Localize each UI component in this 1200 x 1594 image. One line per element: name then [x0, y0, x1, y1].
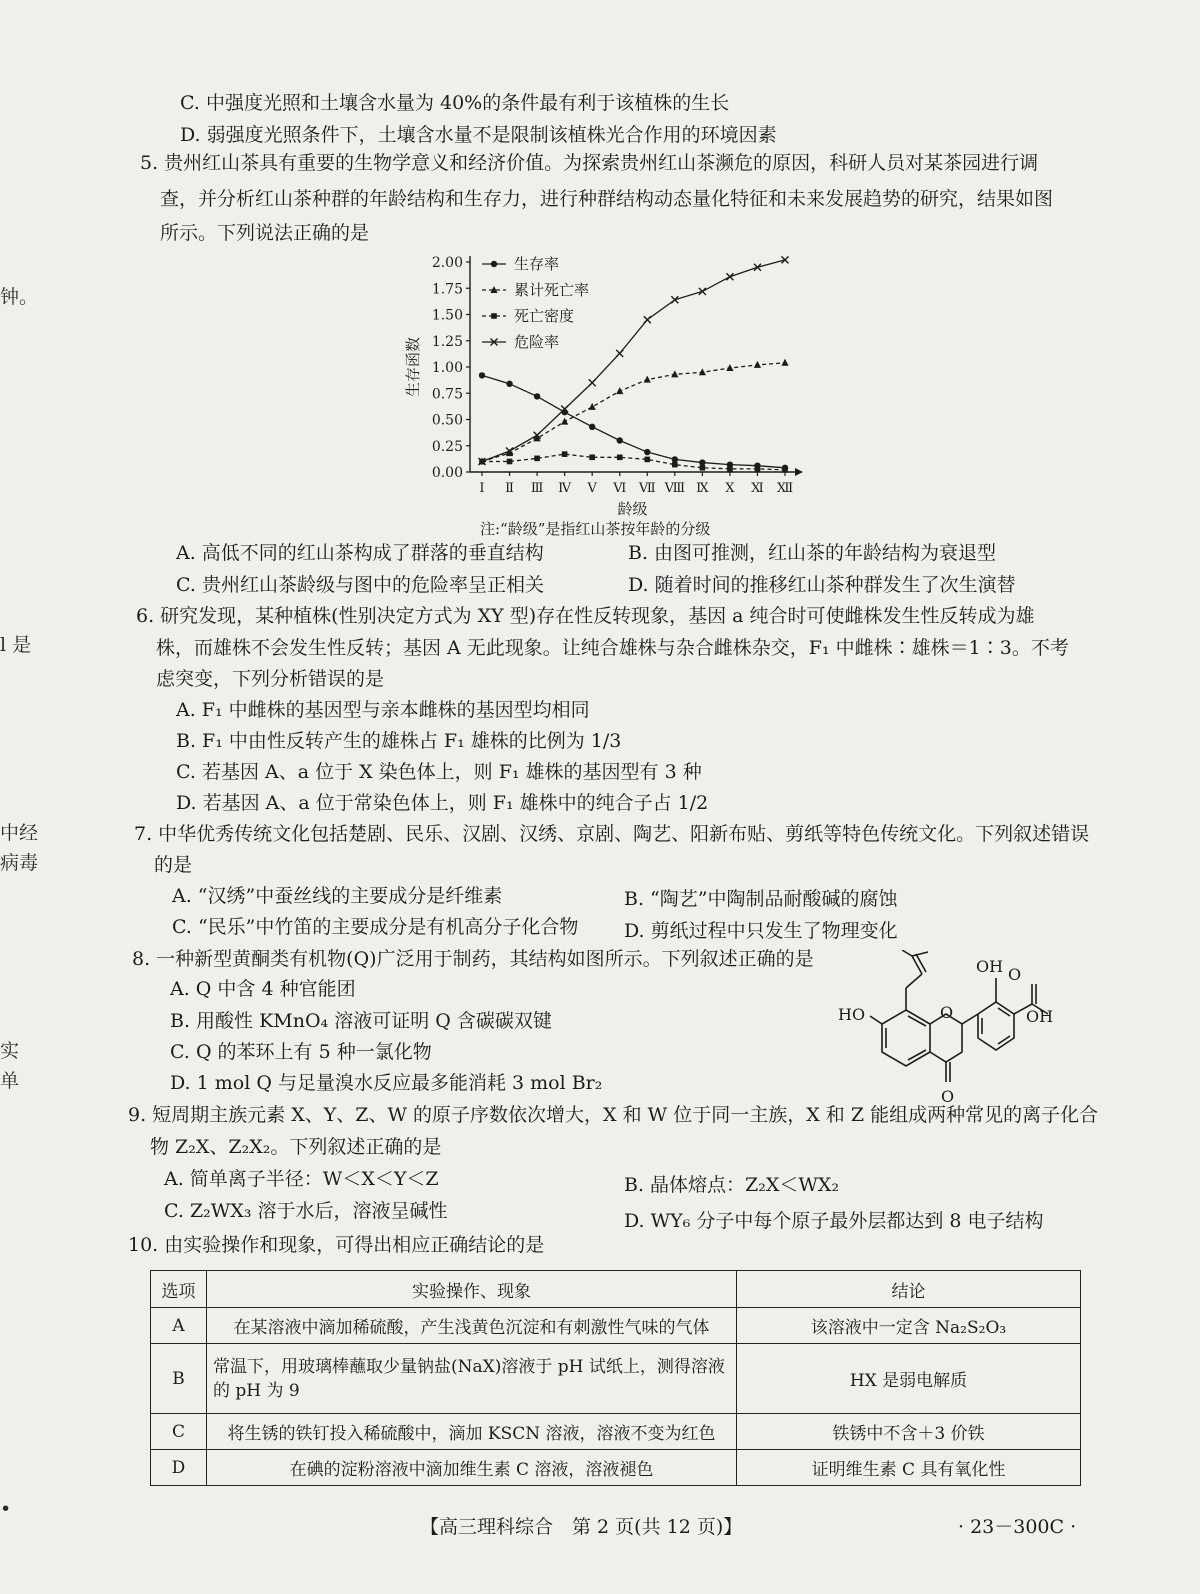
data-point — [672, 456, 678, 462]
table-header-cell: 实验操作、现象 — [207, 1271, 737, 1308]
data-point — [727, 466, 733, 472]
x-tick-label: Ⅻ — [776, 481, 794, 496]
data-point — [507, 459, 513, 465]
table-cell-conclusion: HX 是弱电解质 — [737, 1344, 1081, 1414]
q5-stem-line: 所示。下列说法正确的是 — [160, 222, 370, 244]
y-axis-label: 生存函数 — [404, 336, 422, 398]
survival-chart — [400, 244, 820, 524]
table-cell-conclusion: 铁锈中不含＋3 价铁 — [737, 1414, 1081, 1450]
data-point — [506, 381, 512, 387]
q6-option-d: D. 若基因 A、a 位于常染色体上，则 F₁ 雄株中的纯合子占 1/2 — [176, 792, 709, 814]
data-point — [644, 449, 650, 455]
margin-text: 中经 — [0, 822, 39, 844]
legend-label: 累计死亡率 — [514, 281, 590, 299]
table-row — [151, 1344, 1081, 1414]
q6-stem-line: 6. 研究发现，某种植株(性别决定方式为 XY 型)存在性反转现象，基因 a 纯合时可使雌株发生性反转成为雄 — [136, 605, 1035, 627]
table-cell-conclusion: 证明维生素 C 具有氧化性 — [737, 1450, 1081, 1486]
q9-option-a: A. 简单离子半径：W＜X＜Y＜Z — [164, 1168, 439, 1190]
y-tick-label: 1.25 — [431, 333, 463, 350]
experiment-table — [150, 1270, 1081, 1486]
margin-text: 病毒 — [0, 852, 39, 874]
x-tick-label: Ⅴ — [587, 481, 597, 496]
table-cell-operation: 在某溶液中滴加稀硫酸，产生浅黄色沉淀和有刺激性气味的气体 — [207, 1308, 737, 1344]
mol-label-oh-top: OH — [976, 957, 1004, 976]
q9-option-d: D. WY₆ 分子中每个原子最外层都达到 8 电子结构 — [624, 1210, 1044, 1232]
q7-stem-line: 7. 中华优秀传统文化包括楚剧、民乐、汉剧、汉绣、京剧、陶艺、阳新布贴、剪纸等特色传统文化。下列叙述错误 — [134, 823, 1090, 845]
y-tick-label: 1.00 — [431, 360, 463, 376]
q4-option-c: C. 中强度光照和土壤含水量为 40%的条件最有利于该植株的生长 — [180, 92, 730, 114]
q9-stem-line: 9. 短周期主族元素 X、Y、Z、W 的原子序数依次增大，X 和 W 位于同一主族，X 和 Z 能组成两种常见的离子化合 — [128, 1104, 1099, 1126]
margin-text: 实 — [0, 1040, 20, 1062]
data-point — [562, 451, 568, 457]
x-tick-label: Ⅶ — [638, 481, 656, 496]
table-cell-operation: 在碘的淀粉溶液中滴加维生素 C 溶液，溶液褪色 — [207, 1450, 737, 1486]
q7-option-d: D. 剪纸过程中只发生了物理变化 — [624, 920, 898, 942]
mol-label-o-ring: O — [940, 1003, 954, 1022]
data-point — [726, 364, 733, 371]
q6-stem-line: 虑突变，下列分析错误的是 — [156, 668, 385, 690]
table-header-row — [151, 1271, 1081, 1308]
x-tick-label: Ⅸ — [696, 481, 709, 496]
q7-stem-line: 的是 — [154, 854, 193, 876]
table-header-cell: 结论 — [737, 1271, 1081, 1308]
q4-option-d: D. 弱强度光照条件下，土壤含水量不是限制该植株光合作用的环境因素 — [180, 124, 777, 146]
footer-code: · 23－300C · — [958, 1516, 1077, 1538]
q10-stem: 10. 由实验操作和现象，可得出相应正确结论的是 — [128, 1234, 545, 1256]
q6-option-a: A. F₁ 中雌株的基因型与亲本雌株的基因型均相同 — [176, 699, 590, 721]
legend-label: 生存率 — [514, 255, 560, 273]
x-axis-label: 龄级 — [617, 500, 648, 518]
table-cell-option: A — [151, 1308, 207, 1344]
data-point — [781, 359, 788, 366]
x-tick-label: Ⅳ — [558, 481, 572, 496]
data-point — [672, 462, 678, 468]
q6-option-b: B. F₁ 中由性反转产生的雄株占 F₁ 雄株的比例为 1/3 — [176, 730, 622, 752]
q9-stem-line: 物 Z₂X、Z₂X₂。下列叙述正确的是 — [150, 1136, 442, 1158]
table-header-cell: 选项 — [151, 1271, 207, 1308]
data-point — [755, 466, 761, 472]
y-tick-label: 0.00 — [431, 465, 463, 481]
y-tick-label: 2.00 — [431, 255, 463, 271]
data-point — [589, 455, 595, 461]
q5-option-d: D. 随着时间的推移红山茶种群发生了次生演替 — [628, 574, 1016, 596]
chart-note: 注:“龄级”是指红山茶按年龄的分级 — [480, 520, 711, 538]
data-point — [699, 368, 706, 375]
series-line — [482, 454, 785, 470]
q8-option-b: B. 用酸性 KMnO₄ 溶液可证明 Q 含碳碳双键 — [170, 1010, 552, 1032]
table-row — [151, 1450, 1081, 1486]
q5-option-c: C. 贵州红山茶龄级与图中的危险率呈正相关 — [176, 574, 544, 596]
q5-stem-line: 查，并分析红山茶种群的年龄结构和生存力，进行种群结构动态量化特征和未来发展趋势的研究，结果如图 — [160, 188, 1054, 210]
table-cell-option: B — [151, 1344, 207, 1414]
data-point — [754, 361, 761, 368]
data-point — [479, 372, 485, 378]
x-tick-label: Ⅱ — [505, 481, 514, 496]
data-point — [700, 465, 706, 471]
table-cell-option: D — [151, 1450, 207, 1486]
margin-text: • — [0, 1498, 12, 1520]
data-point — [617, 437, 623, 443]
x-tick-label: Ⅵ — [613, 481, 627, 496]
q7-option-b: B. “陶艺”中陶制品耐酸碱的腐蚀 — [624, 888, 898, 910]
data-point — [782, 467, 788, 473]
x-tick-label: Ⅺ — [751, 481, 764, 496]
q7-option-a: A. “汉绣”中蚕丝线的主要成分是纤维素 — [172, 885, 503, 907]
q9-option-c: C. Z₂WX₃ 溶于水后，溶液呈碱性 — [164, 1200, 448, 1222]
q5-option-b: B. 由图可推测，红山茶的年龄结构为衰退型 — [628, 542, 997, 564]
table-cell-option: C — [151, 1414, 207, 1450]
margin-text: 钟。 — [0, 286, 39, 308]
margin-text: 单 — [0, 1070, 20, 1092]
x-tick-label: Ⅲ — [530, 481, 544, 496]
y-tick-label: 1.75 — [431, 281, 463, 298]
q5-option-a: A. 高低不同的红山茶构成了群落的垂直结构 — [176, 542, 544, 564]
y-tick-label: 0.50 — [431, 412, 463, 429]
table-cell-operation: 将生锈的铁钉投入稀硫酸中，滴加 KSCN 溶液，溶液不变为红色 — [207, 1414, 737, 1450]
table-cell-operation: 常温下，用玻璃棒蘸取少量钠盐(NaX)溶液于 pH 试纸上，测得溶液的 pH 为 9 — [207, 1344, 737, 1414]
data-point — [534, 456, 540, 462]
mol-label-oh-right: OH — [1026, 1007, 1054, 1026]
y-tick-label: 0.75 — [431, 386, 463, 403]
mol-label-o-bottom: O — [941, 1087, 955, 1106]
margin-text: l 是 — [0, 634, 32, 656]
x-axis-arrow — [795, 468, 803, 476]
table-row — [151, 1414, 1081, 1450]
data-point — [671, 370, 678, 377]
data-point — [617, 455, 623, 461]
flavonoid-structure-diagram — [836, 950, 1076, 1110]
data-point — [589, 424, 595, 430]
data-point — [589, 403, 596, 410]
data-point — [491, 261, 497, 267]
data-point — [534, 393, 540, 399]
mol-label-ho-left: HO — [838, 1005, 866, 1024]
y-tick-label: 1.50 — [431, 307, 463, 324]
y-tick-label: 0.25 — [431, 438, 463, 455]
data-point — [644, 376, 651, 383]
data-point — [561, 418, 568, 425]
q8-option-d: D. 1 mol Q 与足量溴水反应最多能消耗 3 mol Br₂ — [170, 1072, 603, 1094]
series-line — [482, 375, 785, 467]
q6-stem-line: 株，而雄株不会发生性反转；基因 A 无此现象。让纯合雄株与杂合雌株杂交，F₁ 中雌株∶雄株＝1∶3。不考 — [156, 637, 1069, 659]
q8-option-c: C. Q 的苯环上有 5 种一氯化物 — [170, 1041, 432, 1063]
table-row — [151, 1308, 1081, 1344]
mol-label-o-top: O — [1008, 965, 1022, 984]
q7-option-c: C. “民乐”中竹笛的主要成分是有机高分子化合物 — [172, 916, 579, 938]
page-footer: 【高三理科综合 第 2 页(共 12 页)】 — [420, 1516, 743, 1538]
x-tick-label: Ⅰ — [479, 481, 485, 496]
legend-label: 危险率 — [514, 333, 560, 351]
q6-option-c: C. 若基因 A、a 位于 X 染色体上，则 F₁ 雄株的基因型有 3 种 — [176, 761, 702, 783]
q9-option-b: B. 晶体熔点：Z₂X＜WX₂ — [624, 1174, 840, 1196]
data-point — [699, 459, 705, 465]
table-cell-conclusion: 该溶液中一定含 Na₂S₂O₃ — [737, 1308, 1081, 1344]
q8-stem: 8. 一种新型黄酮类有机物(Q)广泛用于制药，其结构如图所示。下列叙述正确的是 — [132, 948, 814, 970]
x-tick-label: Ⅹ — [725, 481, 735, 496]
legend-label: 死亡密度 — [514, 307, 575, 325]
q8-option-a: A. Q 中含 4 种官能团 — [170, 978, 356, 1000]
x-tick-label: Ⅷ — [664, 481, 686, 496]
data-point — [491, 313, 497, 319]
data-point — [644, 457, 650, 463]
q5-stem-line: 5. 贵州红山茶具有重要的生物学意义和经济价值。为探索贵州红山茶濒危的原因，科研人员对某茶园进行调 — [140, 152, 1039, 174]
